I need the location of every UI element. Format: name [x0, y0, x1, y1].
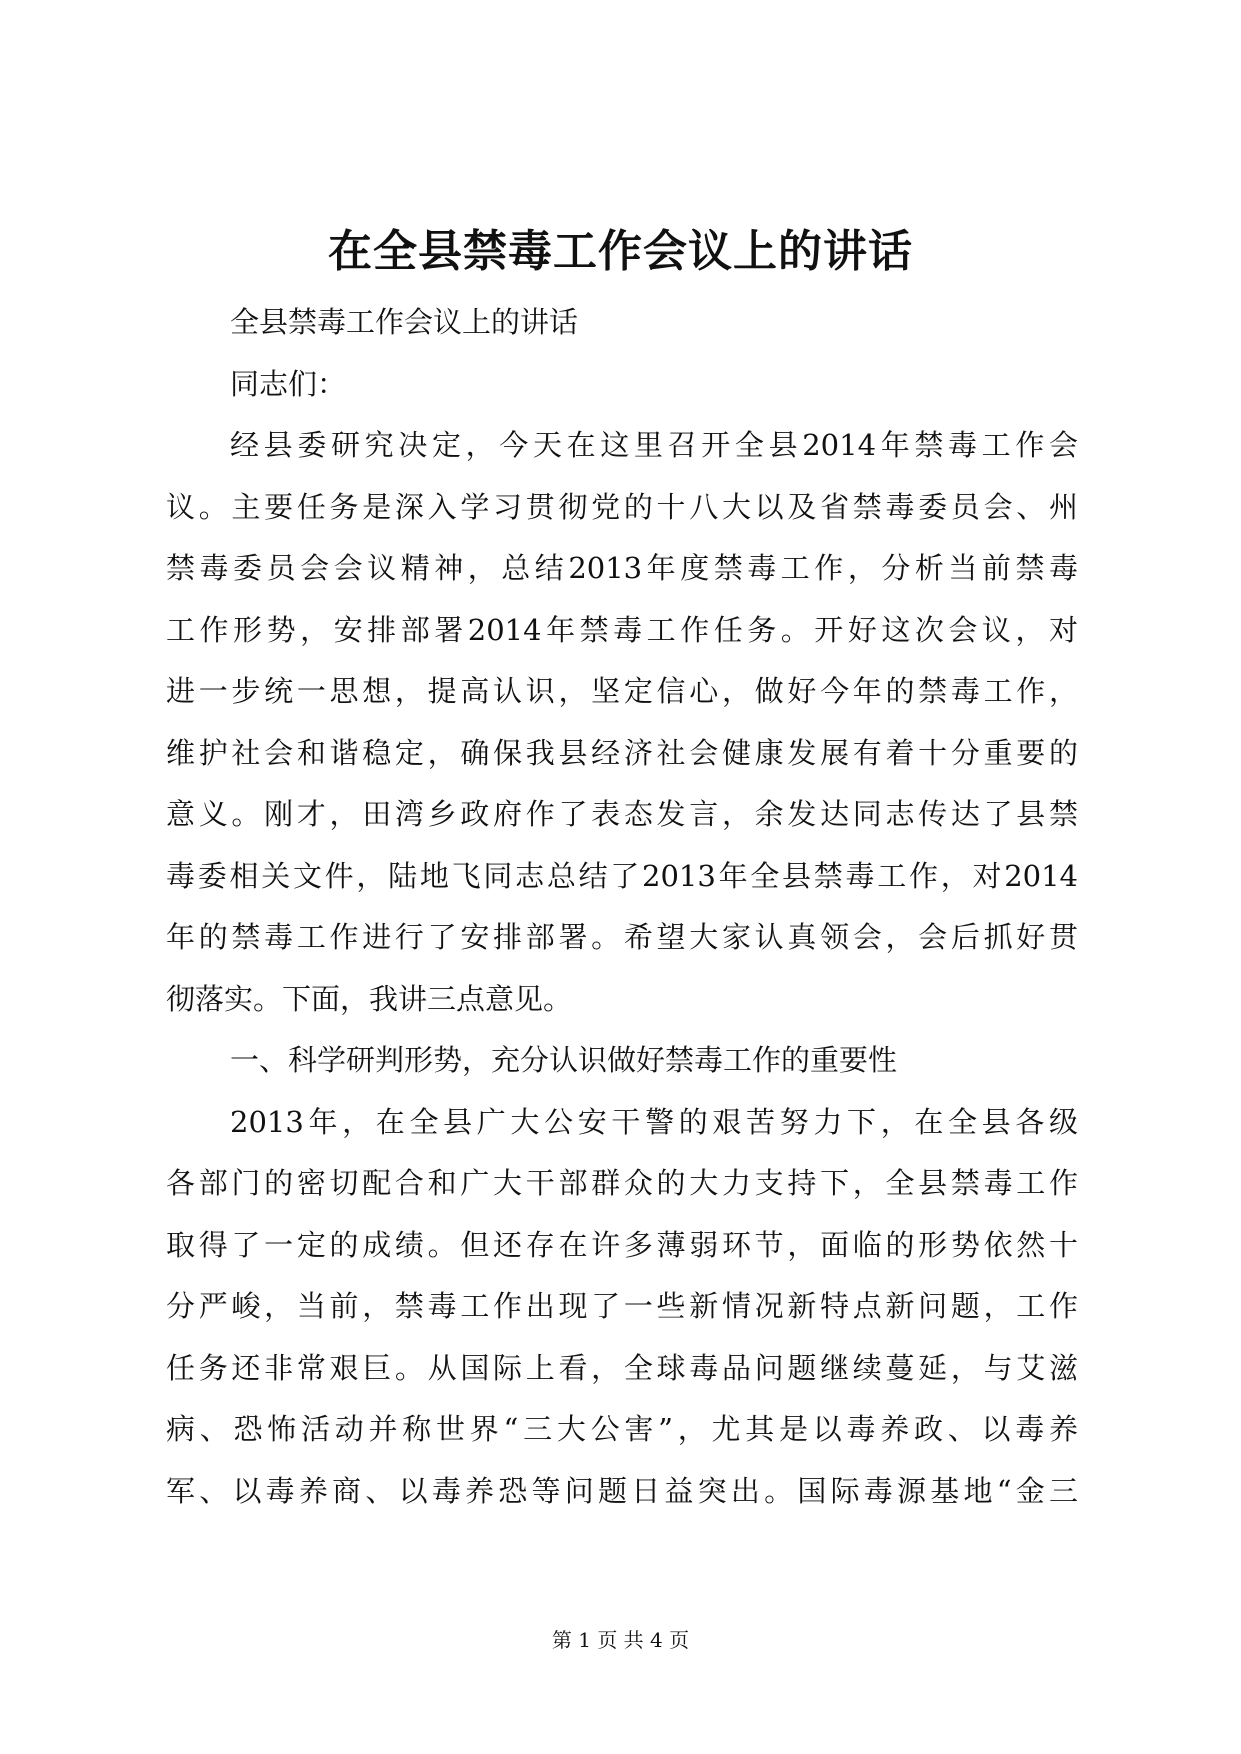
section-heading: 一、科学研判形势，充分认识做好禁毒工作的重要性 [230, 1043, 898, 1077]
document-body [166, 292, 1078, 1522]
body-line: 分严峻，当前，禁毒工作出现了一些新情况新特点新问题，工作 [166, 1289, 1078, 1323]
body-line: 2013年，在全县广大公安干警的艰苦努力下，在全县各级 [230, 1104, 1078, 1139]
document-title: 在全县禁毒工作会议上的讲话 [328, 226, 913, 277]
body-line: 维护社会和谐稳定，确保我县经济社会健康发展有着十分重要的 [166, 735, 1078, 770]
body-line: 年的禁毒工作进行了安排部署。希望大家认真领会，会后抓好贯 [166, 920, 1078, 954]
body-line: 全县禁毒工作会议上的讲话 [230, 305, 579, 339]
body-line: 军、以毒养商、以毒养恐等问题日益突出。国际毒源基地“金三 [166, 1473, 1078, 1508]
body-line: 经县委研究决定，今天在这里召开全县2014年禁毒工作会 [230, 428, 1078, 462]
body-line: 工作形势，安排部署2014年禁毒工作任务。开好这次会议，对 [166, 612, 1078, 647]
body-line: 任务还非常艰巨。从国际上看，全球毒品问题继续蔓延，与艾滋 [166, 1350, 1078, 1385]
body-line: 进一步统一思想，提高认识，坚定信心，做好今年的禁毒工作， [166, 674, 1078, 708]
body-line: 禁毒委员会会议精神，总结2013年度禁毒工作，分析当前禁毒 [166, 551, 1078, 585]
body-line: 病、恐怖活动并称世界“三大公害”，尤其是以毒养政、以毒养 [166, 1412, 1078, 1446]
body-line: 取得了一定的成绩。但还存在许多薄弱环节，面临的形势依然十 [166, 1227, 1078, 1262]
body-line: 彻落实。下面，我讲三点意见。 [166, 981, 573, 1016]
body-line: 各部门的密切配合和广大干部群众的大力支持下，全县禁毒工作 [166, 1166, 1078, 1200]
page-number: 第 1 页 共 4 页 [551, 1628, 690, 1652]
body-line: 毒委相关文件，陆地飞同志总结了2013年全县禁毒工作，对2014 [166, 858, 1078, 893]
body-line: 意义。刚才，田湾乡政府作了表态发言，余发达同志传达了县禁 [166, 797, 1078, 831]
body-line: 同志们： [230, 366, 347, 401]
body-line: 议。主要任务是深入学习贯彻党的十八大以及省禁毒委员会、州 [166, 489, 1078, 524]
